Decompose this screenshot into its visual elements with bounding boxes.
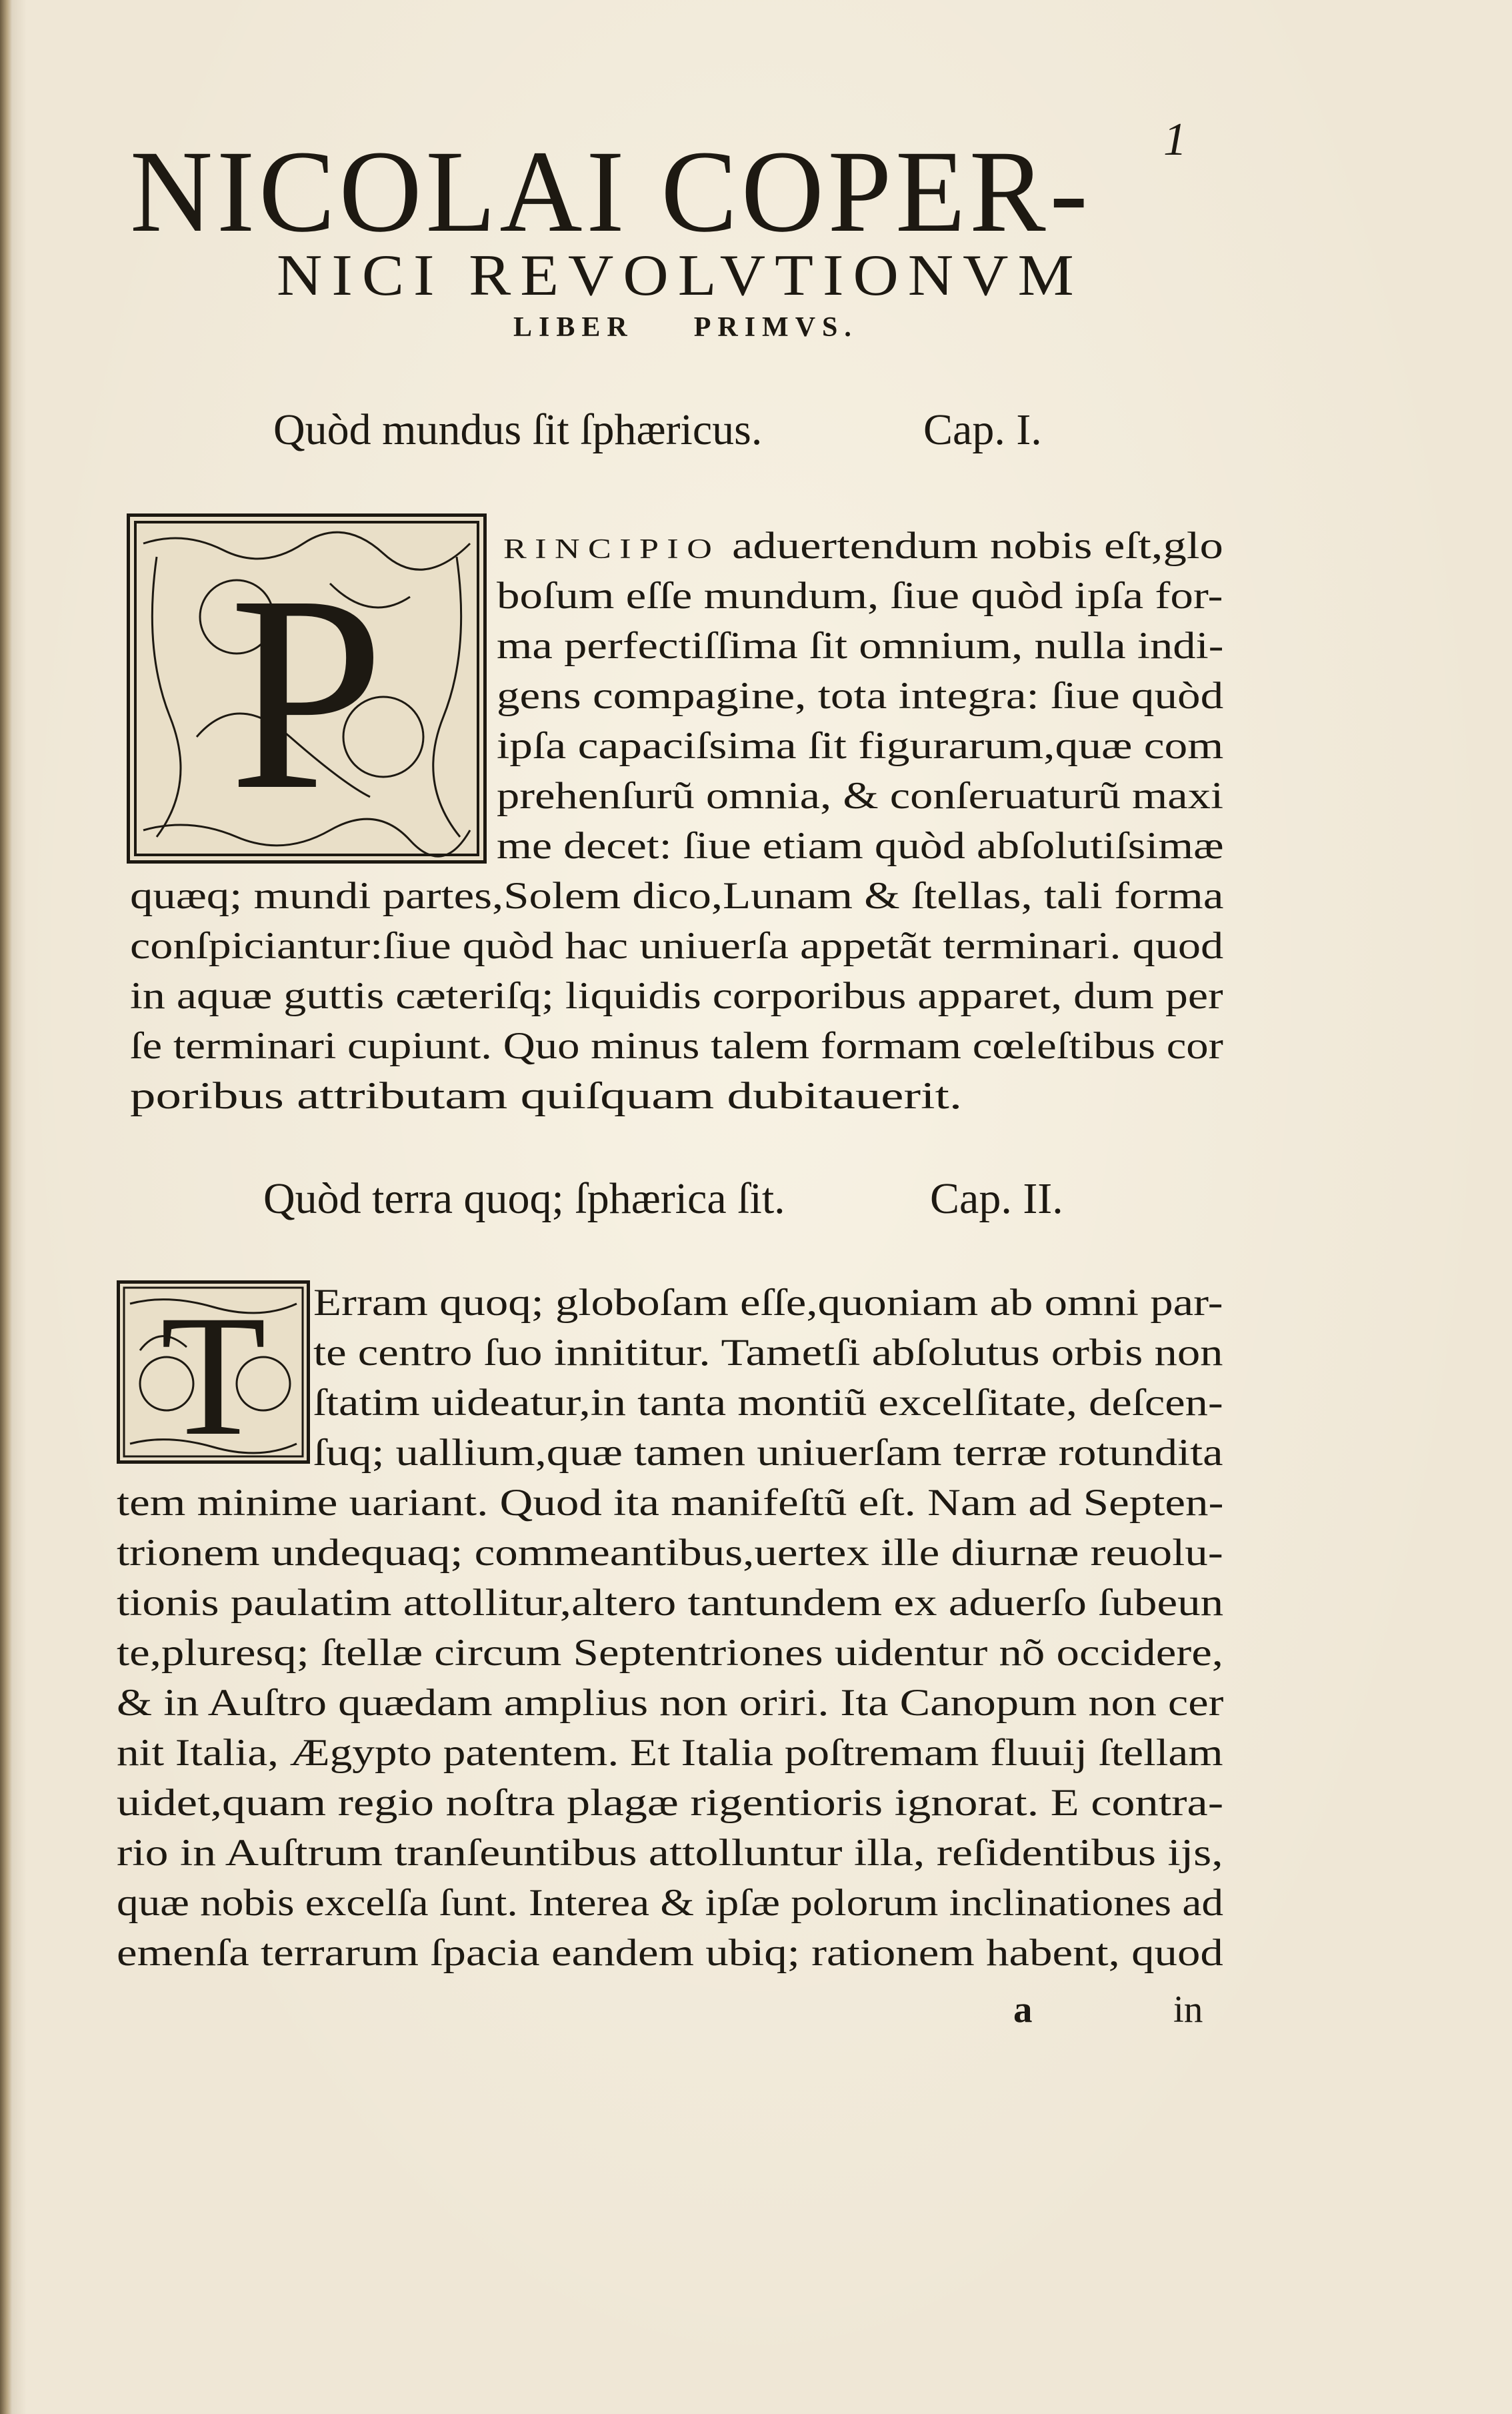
chapter-1-cap: Cap. I. [923,405,1042,454]
chapter-2-line-2: te centro ſuo innititur. Tametſi abſolutus orbis non [313,1332,1223,1374]
chapter-2-line-8: te,pluresq; ſtellæ circum Septentriones uidentur nõ occidere, [117,1632,1223,1674]
chapter-2-line-3: ſtatim uideatur,in tanta montiũ excelſitate, deſcen- [313,1382,1223,1424]
chapter-2-heading [263,1174,1063,1223]
chapter-2-line-1: Erram quoq; globoſam eſſe,quoniam ab omni par- [313,1282,1223,1324]
folio-number: 1 [1163,114,1187,165]
woodcut-initial-p [127,513,487,864]
chapter-1-title: Quòd mundus ſit ſphæricus. [273,405,763,454]
chapter-1-line-9: conſpiciantur:ſiue quòd hac uniuerſa appetãt terminari. quod [130,925,1224,967]
title-line-2: NICI REVOLVTIONVM [277,243,1083,308]
title-liber: LIBER [513,312,634,343]
chapter-2-line-9: & in Auſtro quædam amplius non oriri. Ita Canopum non cer [117,1682,1224,1724]
chapter-2-line-5: tem minime uariant. Quod ita manifeſtũ eſt. Nam ad Septen- [117,1482,1224,1524]
initial-p-letter: P [229,537,385,848]
chapter-1-line-6: prehenſurũ omnia, & conſeruaturũ maxi [497,775,1223,817]
chapter-2-cap: Cap. II. [930,1174,1063,1223]
chapter-1-line-8: quæq; mundi partes,Solem dico,Lunam & ſtellas, tali forma [130,875,1224,917]
chapter-1-heading [273,405,1042,454]
catchword: in [1173,1989,1203,2031]
chapter-2-line-13: quæ nobis excelſa ſunt. Interea & ipſæ polorum inclinationes ad [117,1882,1223,1924]
chapter-1-line-7: me decet: ſiue etiam quòd abſolutiſsimæ [497,825,1224,867]
signature-mark: a [1013,1989,1033,2031]
chapter-1-line-12: poribus attributam quiſquam dubitauerit. [130,1075,963,1117]
chapter-2-line-7: tionis paulatim attollitur,altero tantundem ex aduerſo ſubeun [117,1582,1224,1624]
title-primus: PRIMVS. [693,312,858,343]
chapter-2-line-14: emenſa terrarum ſpacia eandem ubiq; rationem habent, quod [117,1932,1223,1974]
chapter-2-title: Quòd terra quoq; ſphærica ſit. [263,1174,785,1223]
initial-t-illustration [120,1284,307,1460]
chapter-1-small-caps: RINCIPIO [503,534,721,565]
chapter-1-line-3: ma perfectiſſima ſit omnium, nulla indi- [497,625,1224,667]
chapter-2-line-4: ſuq; uallium,quæ tamen uniuerſam terræ rotundita [313,1432,1223,1474]
title-line-3 [513,313,858,341]
chapter-2-line-11: uidet,quam regio noſtra plagæ rigentioris ignorat. E contra- [117,1782,1224,1824]
chapter-1-line-11: ſe terminari cupiunt. Quo minus talem formam cœleſtibus cor [130,1025,1223,1067]
chapter-1-line-5: ipſa capaciſsima ſit figurarum,quæ com [497,725,1224,767]
chapter-2-line-12: rio in Auſtrum tranſeuntibus attolluntur illa, reſidentibus ijs, [117,1832,1223,1874]
chapter-1-line-10: in aquæ guttis cæteriſq; liquidis corporibus apparet, dum per [130,975,1223,1017]
chapter-1-line-4: gens compagine, tota integra: ſiue quòd [497,675,1224,717]
title-line-1: NICOLAI COPER- [130,127,1092,257]
woodcut-initial-t [117,1280,310,1464]
chapter-1-line-1-text: aduertendum nobis eſt,glo [720,525,1223,567]
chapter-1-line-1 [503,527,1223,565]
initial-p-illustration [130,517,483,860]
chapter-2-line-10: nit Italia, Ægypto patentem. Et Italia poſtremam fluuij ſtellam [117,1732,1223,1774]
chapter-2-line-6: trionem undequaq; commeantibus,uertex ille diurnæ reuolu- [117,1532,1223,1574]
initial-t-letter: T [160,1284,267,1460]
chapter-1-line-2: boſum eſſe mundum, ſiue quòd ipſa for- [497,575,1223,617]
page-gutter-shadow [0,0,12,2414]
